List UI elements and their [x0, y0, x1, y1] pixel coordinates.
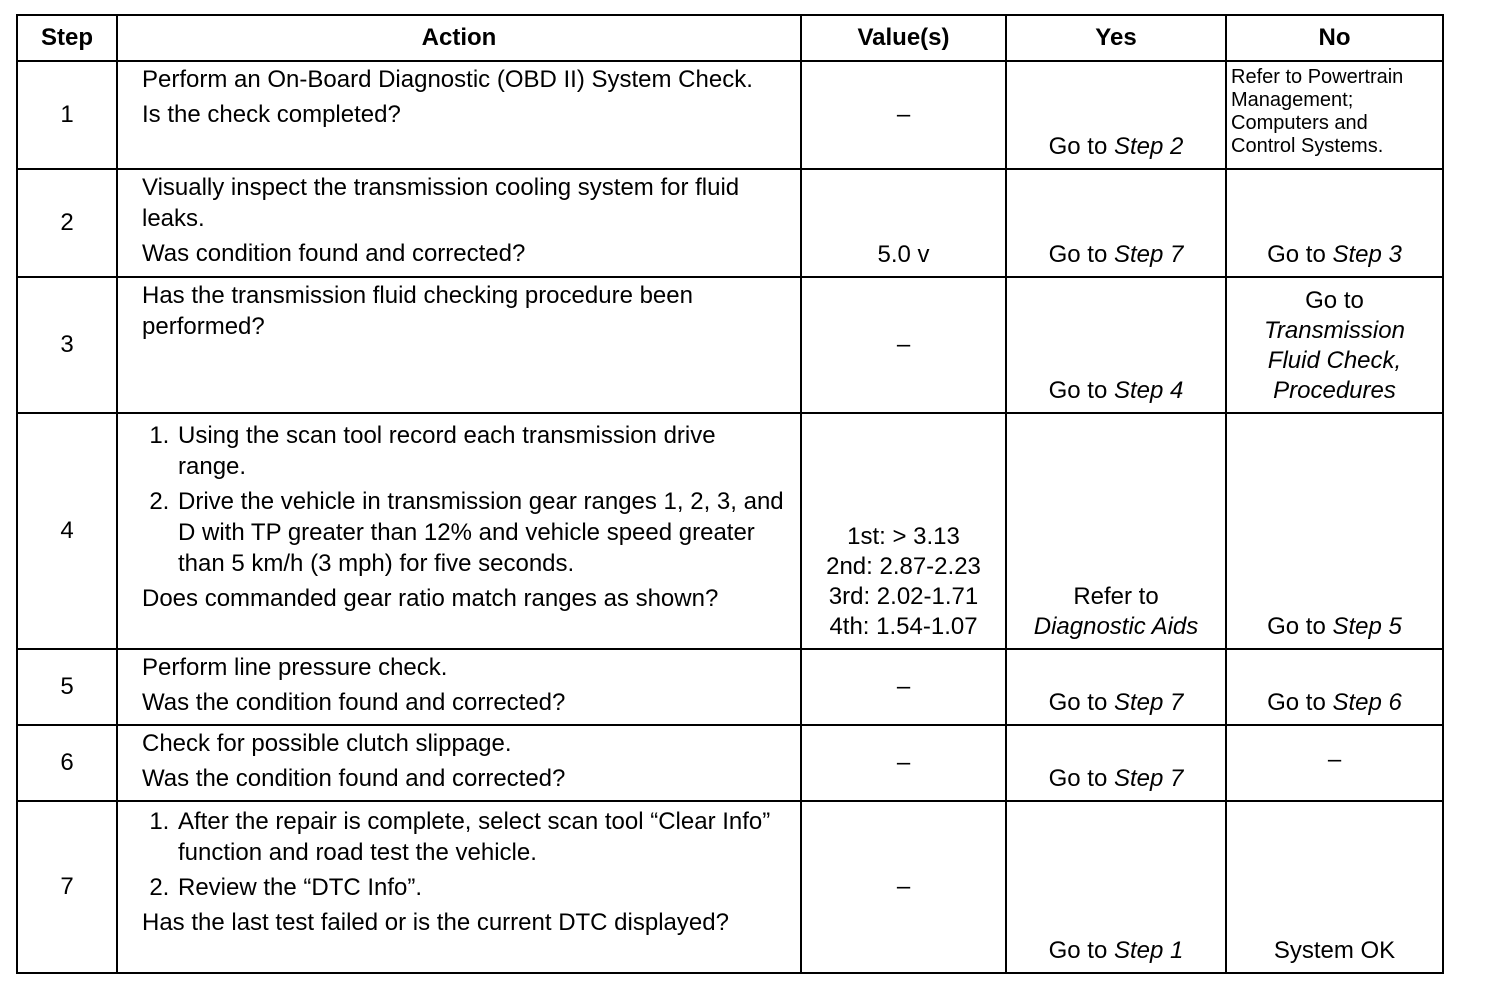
header-no: No — [1226, 15, 1443, 61]
list-item: 1. After the repair is complete, select scan tool “Clear Info” function and road test the vehicle. — [176, 806, 790, 868]
action-steps-list — [142, 806, 790, 903]
diagnostic-table-container — [16, 14, 1444, 974]
step-number: 5 — [17, 649, 117, 725]
header-yes: Yes — [1006, 15, 1226, 61]
value-cell: 5.0 v — [801, 169, 1006, 277]
list-item: 2. Review the “DTC Info”. — [176, 872, 790, 903]
no-cell: – — [1226, 725, 1443, 801]
action-question: Was the condition found and corrected? — [142, 689, 566, 716]
diagnostic-table — [16, 14, 1444, 974]
gear-ratio-value: 3rd: 2.02-1.71 — [828, 583, 979, 610]
yes-step-ref: Step 7 — [1113, 689, 1184, 716]
header-step: Step — [17, 15, 117, 61]
table-row — [17, 649, 1443, 725]
no-prefix: Go to — [1267, 241, 1333, 268]
no-step-ref: Step 6 — [1332, 689, 1402, 716]
action-cell — [117, 169, 801, 277]
header-values: Value(s) — [801, 15, 1006, 61]
header-action: Action — [117, 15, 801, 61]
no-step-ref: Step 3 — [1332, 241, 1402, 268]
gear-ratio-value: 2nd: 2.87-2.23 — [826, 553, 981, 580]
yes-prefix: Go to — [1048, 241, 1114, 268]
no-cell: Refer to Powertrain Management; Computers and Control Systems. — [1226, 61, 1443, 169]
action-cell — [117, 277, 801, 413]
yes-cell — [1006, 801, 1226, 973]
step-number: 3 — [17, 277, 117, 413]
action-cell — [117, 801, 801, 973]
yes-refer-to: Refer to — [1073, 583, 1159, 610]
no-ref-line: Transmission — [1264, 317, 1405, 344]
no-step-ref: Step 5 — [1332, 613, 1402, 640]
gear-ratio-value: 1st: > 3.13 — [847, 523, 960, 550]
list-item: 1. Using the scan tool record each transmission drive range. — [176, 420, 790, 482]
yes-cell — [1006, 649, 1226, 725]
yes-prefix: Go to — [1048, 377, 1114, 404]
table-row — [17, 277, 1443, 413]
yes-ref: Diagnostic Aids — [1033, 613, 1199, 640]
step-number: 7 — [17, 801, 117, 973]
action-cell — [117, 725, 801, 801]
action-text: Has the transmission fluid checking procedure been performed? — [142, 282, 693, 340]
no-prefix: Go to — [1267, 613, 1333, 640]
table-row — [17, 169, 1443, 277]
no-ref-line: Procedures — [1273, 377, 1396, 404]
yes-step-ref: Step 7 — [1113, 765, 1184, 792]
no-go-to: Go to — [1305, 287, 1364, 314]
action-cell — [117, 413, 801, 649]
yes-step-ref: Step 1 — [1113, 937, 1184, 964]
yes-step-ref: Step 4 — [1113, 377, 1184, 404]
value-cell: – — [801, 649, 1006, 725]
table-row — [17, 725, 1443, 801]
no-cell — [1226, 169, 1443, 277]
action-text: Check for possible clutch slippage. — [142, 730, 512, 757]
action-question: Is the check completed? — [142, 101, 401, 128]
list-item: 2. Drive the vehicle in transmission gear ranges 1, 2, 3, and D with TP greater than 12% and vehicle speed greater than 5 km/h (3 mph) for five seconds. — [176, 486, 790, 579]
step-number: 1 — [17, 61, 117, 169]
yes-step-ref: Step 7 — [1113, 241, 1184, 268]
value-cell: – — [801, 725, 1006, 801]
action-question: Was condition found and corrected? — [142, 240, 526, 267]
action-question: Has the last test failed or is the current DTC displayed? — [142, 909, 729, 936]
value-cell — [801, 413, 1006, 649]
action-question: Was the condition found and corrected? — [142, 765, 566, 792]
no-ref-line: Fluid Check, — [1267, 347, 1402, 374]
gear-ratio-value: 4th: 1.54-1.07 — [829, 613, 978, 640]
value-cell: – — [801, 277, 1006, 413]
yes-cell — [1006, 61, 1226, 169]
action-cell — [117, 649, 801, 725]
yes-cell — [1006, 277, 1226, 413]
action-text: Perform line pressure check. — [142, 654, 448, 681]
no-cell — [1226, 413, 1443, 649]
table-row — [17, 413, 1443, 649]
action-text: Perform an On-Board Diagnostic (OBD II) System Check. — [142, 66, 753, 93]
yes-cell — [1006, 413, 1226, 649]
no-cell: System OK — [1226, 801, 1443, 973]
yes-step-ref: Step 2 — [1113, 133, 1184, 160]
table-row — [17, 801, 1443, 973]
yes-prefix: Go to — [1048, 937, 1114, 964]
value-cell: – — [801, 61, 1006, 169]
no-cell — [1226, 277, 1443, 413]
step-number: 2 — [17, 169, 117, 277]
yes-prefix: Go to — [1048, 689, 1114, 716]
header-row — [17, 15, 1443, 61]
action-text: Visually inspect the transmission cooling system for fluid leaks. — [142, 174, 740, 232]
action-steps-list — [142, 420, 790, 579]
yes-cell — [1006, 725, 1226, 801]
table-row — [17, 61, 1443, 169]
yes-prefix: Go to — [1048, 765, 1114, 792]
no-cell — [1226, 649, 1443, 725]
action-cell — [117, 61, 801, 169]
step-number: 6 — [17, 725, 117, 801]
yes-cell — [1006, 169, 1226, 277]
step-number: 4 — [17, 413, 117, 649]
action-question: Does commanded gear ratio match ranges as shown? — [142, 585, 719, 612]
yes-prefix: Go to — [1048, 133, 1114, 160]
value-cell: – — [801, 801, 1006, 973]
no-prefix: Go to — [1267, 689, 1333, 716]
